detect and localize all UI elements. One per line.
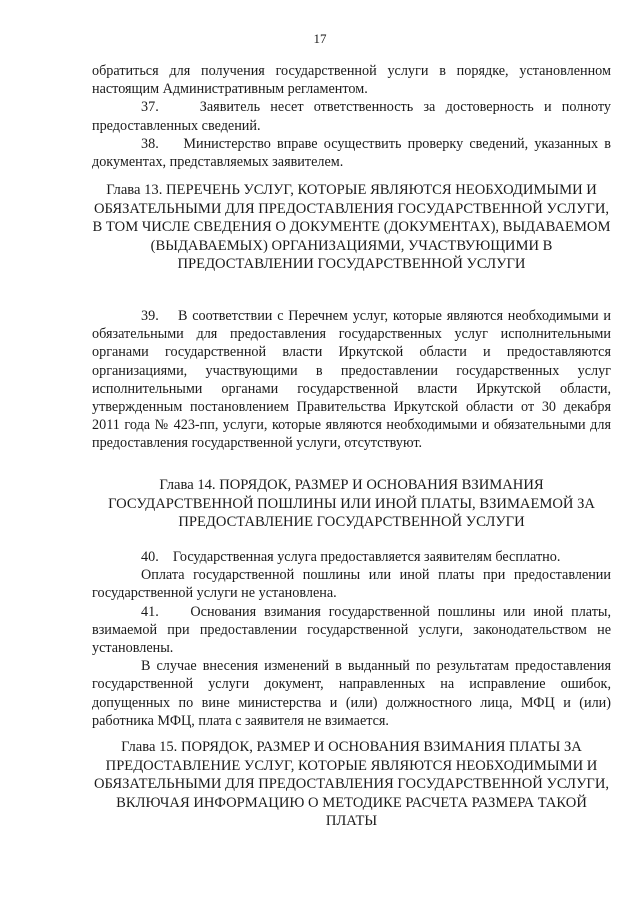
intro-section	[92, 62, 611, 171]
paragraph-41: 41. Основания взимания государственной пошлины или иной платы, взимаемой при предоставлении государственной услуги, законодательством не установлены.	[92, 603, 611, 657]
paragraph-39: 39. В соответствии с Перечнем услуг, которые являются необходимыми и обязательными для предоставления государственных услуг исполнительными органами государственной власти Иркутской области и предоставляются организациями, участвующими в предоставлении государственных услуг исполнительными органами государственной власти Иркутской области, утвержденным постановлением Правительства Иркутской области от 30 декабря 2011 года № 423-пп, услуги, которые являются необходимыми и обязательными для предоставления государственной услуги, отсутствуют.	[92, 308, 611, 452]
paragraph-38: 38. Министерство вправе осуществить проверку сведений, указанных в документах, представляемых заявителем.	[92, 135, 611, 171]
paragraph-40: 40. Государственная услуга предоставляется заявителям бесплатно.	[141, 549, 561, 565]
paragraph-40-fee: Оплата государственной пошлины или иной платы при предоставлении государственной услуги не установлена.	[92, 567, 611, 602]
chapter-15-heading: Глава 15. ПОРЯДОК, РАЗМЕР И ОСНОВАНИЯ ВЗИМАНИЯ ПЛАТЫ ЗА ПРЕДОСТАВЛЕНИЕ УСЛУГ, КОТОРЫЕ ЯВЛЯЮТСЯ НЕОБХОДИМЫМИ И ОБЯЗАТЕЛЬНЫМИ ДЛЯ ПРЕДОСТАВЛЕНИЯ ГОСУДАРСТВЕННОЙ УСЛУГИ, ВКЛЮЧАЯ ИНФОРМАЦИЮ О МЕТОДИКЕ РАСЧЕТА РАЗМЕРА ТАКОЙ ПЛАТЫ	[93, 739, 610, 830]
paragraph-41-corrections: В случае внесения изменений в выданный по результатам предоставления государственной услуги документ, направленных на исправление ошибок, допущенных по вине министерства и (или) должностного лица, МФЦ и (или) работника МФЦ, плата с заявителя не взимается.	[92, 658, 611, 729]
paragraph-continued: обратиться для получения государственной услуги в порядке, установленном настоящим Административным регламентом.	[92, 63, 611, 98]
paragraph-37: 37. Заявитель несет ответственность за достоверность и полноту предоставленных сведений.	[92, 99, 611, 134]
chapter-14-heading: Глава 14. ПОРЯДОК, РАЗМЕР И ОСНОВАНИЯ ВЗИМАНИЯ ГОСУДАРСТВЕННОЙ ПОШЛИНЫ ИЛИ ИНОЙ ПЛАТЫ, ВЗИМАЕМОЙ ЗА ПРЕДОСТАВЛЕНИЕ ГОСУДАРСТВЕННОЙ УСЛУГИ	[108, 477, 595, 531]
chapter-13-heading: Глава 13. ПЕРЕЧЕНЬ УСЛУГ, КОТОРЫЕ ЯВЛЯЮТСЯ НЕОБХОДИМЫМИ И ОБЯЗАТЕЛЬНЫМИ ДЛЯ ПРЕДОСТАВЛЕНИЯ ГОСУДАРСТВЕННОЙ УСЛУГИ, В ТОМ ЧИСЛЕ СВЕДЕНИЯ О ДОКУМЕНТЕ (ДОКУМЕНТАХ), ВЫДАВАЕМОМ (ВЫДАВАЕМЫХ) ОРГАНИЗАЦИЯМИ, УЧАСТВУЮЩИМИ В ПРЕДОСТАВЛЕНИИ ГОСУДАРСТВЕННОЙ УСЛУГИ	[92, 182, 611, 273]
chapter-14-body	[92, 548, 611, 730]
page-number: 17	[313, 31, 327, 46]
chapter-13-body	[92, 307, 611, 453]
